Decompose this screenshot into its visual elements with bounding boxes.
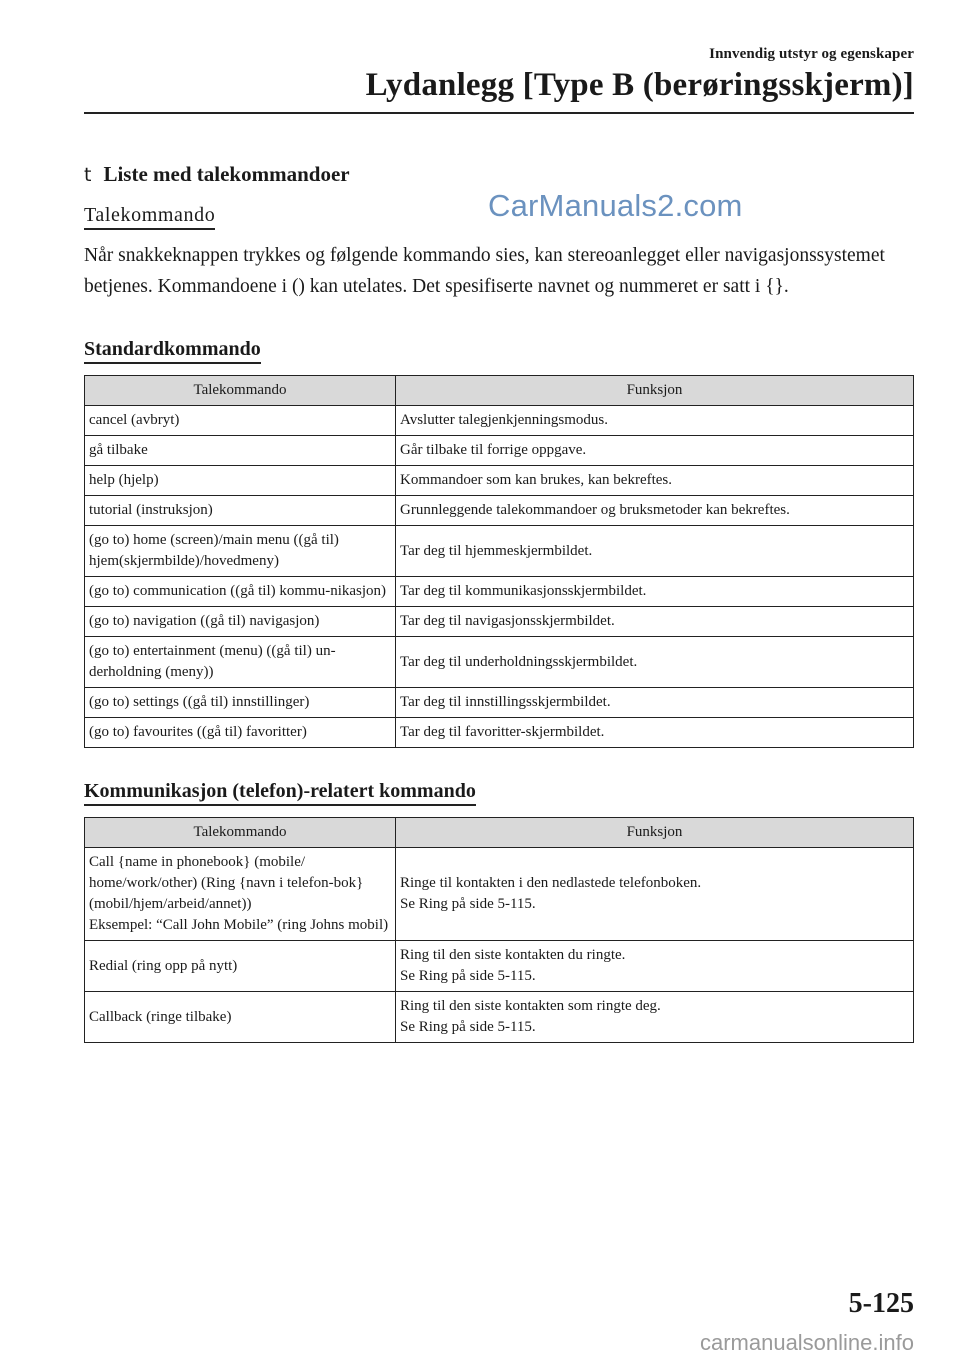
column-header-function: Funksjon — [396, 376, 914, 406]
reference-text: Se Ring på side 5-115. — [400, 896, 536, 912]
function-cell — [396, 848, 914, 941]
page-title: Lydanlegg [Type B (berøringsskjerm)] — [365, 67, 914, 103]
table-row — [85, 496, 914, 526]
table-row — [85, 992, 914, 1043]
function-cell: Går tilbake til forrige oppgave. — [396, 436, 914, 466]
column-header-command: Talekommando — [85, 818, 396, 848]
table-row — [85, 436, 914, 466]
reference-text: Se Ring på side 5-115. — [400, 1019, 536, 1035]
table-row — [85, 637, 914, 688]
footer-watermark: carmanualsonline.info — [699, 1330, 914, 1355]
command-cell: cancel (avbryt) — [85, 406, 396, 436]
column-header-function: Funksjon — [396, 818, 914, 848]
function-text: Ringe til kontakten i den nedlastede telefonboken. — [400, 875, 702, 891]
command-cell: gå tilbake — [85, 436, 396, 466]
function-cell: Tar deg til kommunikasjonsskjermbildet. — [396, 577, 914, 607]
page-header — [366, 46, 914, 104]
voice-command-heading: Talekommando — [84, 204, 215, 230]
command-cell: (go to) communication ((gå til) kommu-nikasjon) — [85, 577, 396, 607]
function-cell: Avslutter talegjenkjenningsmodus. — [396, 406, 914, 436]
command-cell: tutorial (instruksjon) — [85, 496, 396, 526]
function-cell: Kommandoer som kan brukes, kan bekreftes. — [396, 466, 914, 496]
section-heading — [84, 162, 350, 187]
table-row — [85, 607, 914, 637]
page-number: 5-125 — [848, 1288, 914, 1319]
table-header-row — [85, 818, 914, 848]
table-row — [85, 466, 914, 496]
function-cell: Tar deg til navigasjonsskjermbildet. — [396, 607, 914, 637]
standard-command-table — [84, 375, 914, 748]
header-divider — [84, 112, 914, 114]
standard-command-heading: Standardkommando — [84, 338, 261, 364]
table-row — [85, 526, 914, 577]
column-header-command: Talekommando — [85, 376, 396, 406]
communication-command-heading: Kommunikasjon (telefon)-relatert kommando — [84, 780, 476, 806]
table-row — [85, 577, 914, 607]
reference-text: Se Ring på side 5-115. — [400, 968, 536, 984]
table-row — [85, 688, 914, 718]
function-cell — [396, 941, 914, 992]
communication-command-table — [84, 817, 914, 1043]
function-text: Ring til den siste kontakten du ringte. — [400, 947, 626, 963]
table-row — [85, 718, 914, 748]
command-cell: Callback (ringe tilbake) — [85, 992, 396, 1043]
example-text: Eksempel: “Call John Mobile” (ring Johns mobil) — [89, 917, 389, 933]
command-cell — [85, 848, 396, 941]
command-cell: (go to) settings ((gå til) innstillinger) — [85, 688, 396, 718]
command-cell: (go to) home (screen)/main menu ((gå til) hjem(skjermbilde)/hovedmeny) — [85, 526, 396, 577]
bullet-icon: t — [84, 164, 92, 186]
watermark: CarManuals2.com — [488, 188, 743, 223]
function-text: Ring til den siste kontakten som ringte deg. — [400, 998, 661, 1014]
table-row — [85, 848, 914, 941]
table-row — [85, 941, 914, 992]
command-cell: Redial (ring opp på nytt) — [85, 941, 396, 992]
function-cell: Grunnleggende talekommandoer og bruksmetoder kan bekreftes. — [396, 496, 914, 526]
command-cell: (go to) navigation ((gå til) navigasjon) — [85, 607, 396, 637]
command-cell: (go to) favourites ((gå til) favoritter) — [85, 718, 396, 748]
command-text: Call {name in phonebook} (mobile/ home/work/other) (Ring {navn i telefon-bok} (mobil/hjem/arbeid/annet)) — [89, 854, 364, 912]
table-row — [85, 406, 914, 436]
table-header-row — [85, 376, 914, 406]
function-cell: Tar deg til underholdningsskjermbildet. — [396, 637, 914, 688]
command-cell: help (hjelp) — [85, 466, 396, 496]
function-cell: Tar deg til hjemmeskjermbildet. — [396, 526, 914, 577]
chapter-title: Innvendig utstyr og egenskaper — [709, 46, 914, 62]
function-cell: Tar deg til innstillingsskjermbildet. — [396, 688, 914, 718]
intro-paragraph: Når snakkeknappen trykkes og følgende kommando sies, kan stereoanlegget eller navigasjonssystemet betjenes. Kommandoene i () kan utelates. Det spesifiserte navnet og nummeret er satt i {}. — [84, 245, 885, 297]
function-cell — [396, 992, 914, 1043]
command-cell: (go to) entertainment (menu) ((gå til) un-derholdning (meny)) — [85, 637, 396, 688]
section-heading-text: Liste med talekommandoer — [103, 162, 350, 186]
function-cell: Tar deg til favoritter-skjermbildet. — [396, 718, 914, 748]
